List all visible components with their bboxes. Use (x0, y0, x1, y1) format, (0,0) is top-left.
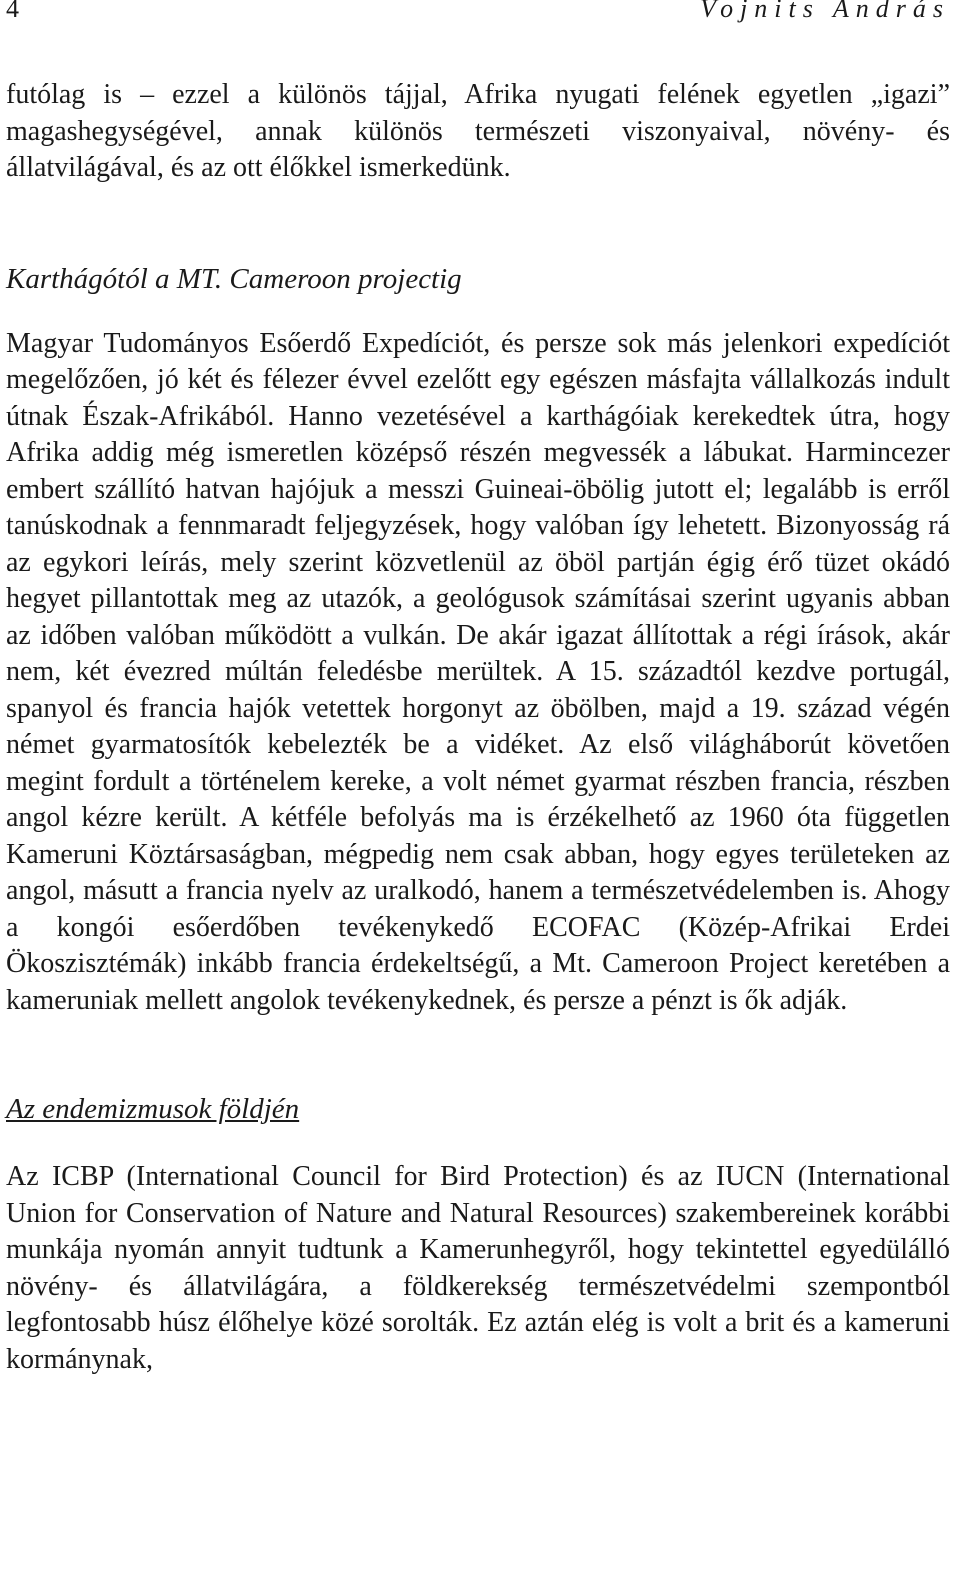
page-header (6, 0, 950, 30)
document-page (6, 0, 950, 1378)
paragraph-history: Magyar Tudományos Esőerdő Expedíciót, és persze sok más jelenkori expedíciót megelőzően, jó két és félezer évvel ezelőtt egy egészen másfajta vállalkozás indult útnak Észak-Afrikából. Hanno vezetésével a karthágóiak kerekedtek útra, hogy Afrika addig még ismeretlen középső részén megvessék a lábukat. Harmincezer embert szállító hatvan hajójuk a messzi Guineai-öbölig jutott el; legalább is erről tanúskodnak a fennmaradt feljegyzések, hogy valóban így lehetett. Bizonyosság rá az egykori leírás, mely szerint közvetlenül az öböl partján égig érő tüzet okádó hegyet pillantottak meg az utazók, a geológusok számításai szerint ugyanis abban az időben valóban működött a vulkán. De akár igazat állítottak a régi írások, akár nem, két évezred múltán feledésbe merültek. A 15. századtól kezdve portugál, spanyol és francia hajók vetettek horgonyt az öbölben, majd a 19. század végén német gyarmatosítók kebelezték be a vidéket. Az első világháborút követően megint fordult a történelem kereke, a volt német gyarmat részben francia, részben angol kézre került. A kétféle befolyás ma is érzékelhető az 1960 óta független Kameruni Köztársaságban, mégpedig nem csak abban, hogy egyes területeken az angol, másutt a francia nyelv az uralkodó, hanem a természetvédelemben is. Ahogy a kongói esőerdőben tevékenykedő ECOFAC (Közép-Afrikai Erdei Ökoszisztémák) inkább francia érdekeltségű, a Mt. Cameroon Project keretében a kameruniak mellett angolok tevékenykednek, és persze a pénzt is ők adják. (6, 327, 950, 1016)
section-heading-endemism: Az endemizmusok földjén (6, 1093, 300, 1125)
paragraph-intro: futólag is – ezzel a különös tájjal, Afrika nyugati felének egyetlen „igazi” magashegységével, annak különös természeti viszonyaival, növény- és állatvilágával, és az ott élőkkel ismerkedünk. (6, 79, 950, 183)
page-number: 4 (6, 0, 19, 23)
section-heading-carthage: Karthágótól a MT. Cameroon projectig (6, 262, 462, 295)
paragraph-icbp: Az ICBP (International Council for Bird Protection) és az IUCN (International Union for Conservation of Nature and Natural Resources) szakembereinek korábbi munkája nyomán annyit tudtunk a Kamerunhegyről, hogy tekintettel egyedülálló növény- és állatvilágára, a földkerekség természetvédelmi szempontból legfontosabb húsz élőhelye közé sorolták. Ez aztán elég is volt a brit és a kameruni kormánynak, (6, 1161, 950, 1375)
running-head-author: Vojnits András (700, 0, 950, 23)
